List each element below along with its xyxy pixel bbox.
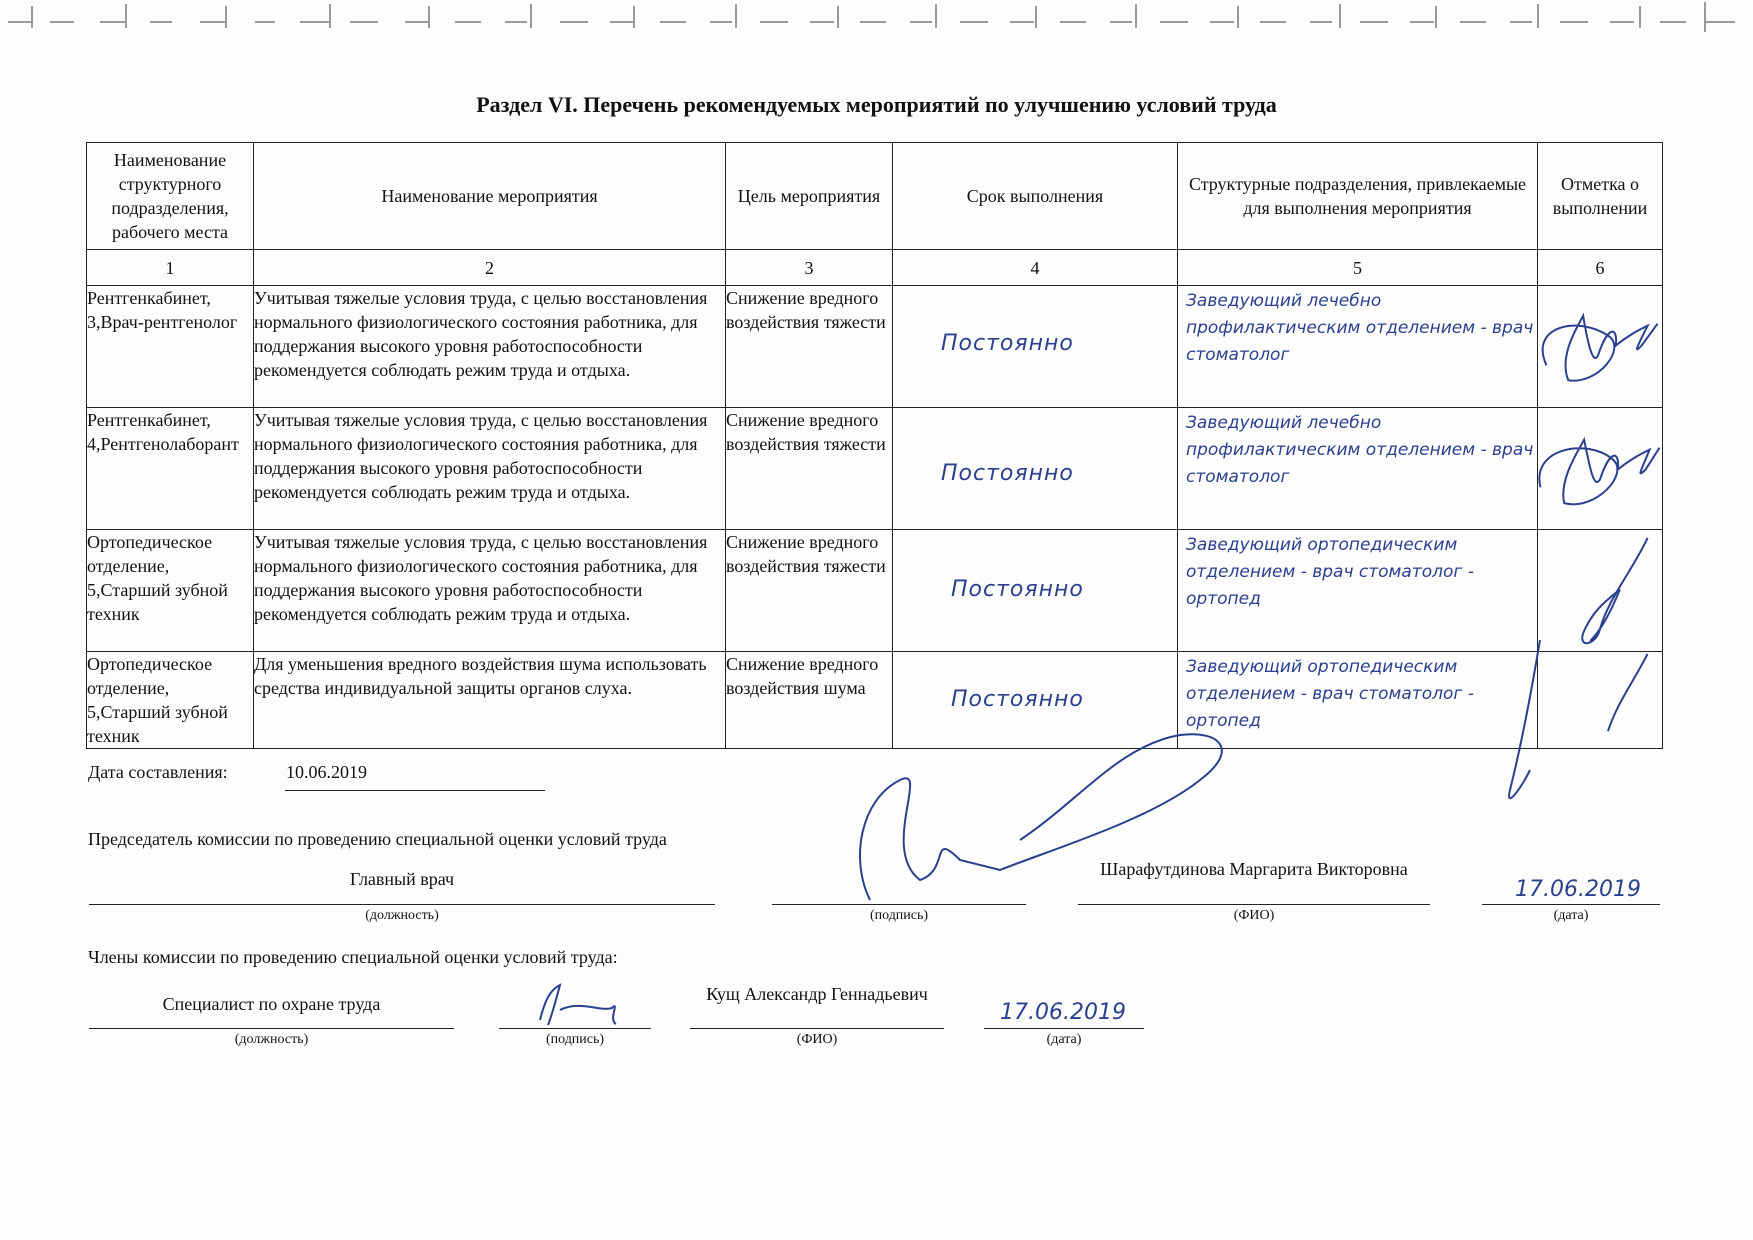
date-compiled-label: Дата составления:: [88, 762, 228, 782]
handwritten-deadline: Постоянно: [941, 461, 1074, 486]
deadline-cell: [893, 408, 1178, 530]
deadline-cell: [893, 530, 1178, 652]
member-signature: [540, 985, 616, 1025]
departments-cell: [1178, 530, 1538, 652]
header-completion-mark: Отметка о выполнении: [1538, 143, 1663, 250]
table-row: [87, 286, 1663, 408]
handwritten-departments: Заведующий ортопедическим отделением - врач стоматолог - ортопед: [1186, 535, 1474, 609]
column-number: 4: [893, 250, 1178, 286]
member-signature-caption: (подпись): [545, 1032, 605, 1047]
chairman-position-caption: (должность): [365, 908, 439, 923]
chairman-position: Главный врач: [349, 869, 455, 889]
chairman-name-line: [1078, 904, 1430, 905]
goal-cell: Снижение вредного воздействия шума: [726, 652, 893, 749]
header-workplace: Наименование структурного подразделения, рабочего места: [87, 143, 254, 250]
workplace-cell: Ортопедическое отделение, 5,Старший зубной техник: [87, 530, 254, 652]
member-position: Специалист по охране труда: [162, 994, 381, 1014]
chairman-signature-line: [772, 904, 1026, 905]
member-handwritten-date: 17.06.2019: [1000, 1000, 1126, 1025]
member-date-caption: (дата): [1046, 1032, 1082, 1047]
handwritten-deadline: Постоянно: [951, 687, 1084, 712]
member-name-line: [690, 1028, 944, 1029]
departments-cell: [1178, 408, 1538, 530]
column-number: 2: [254, 250, 726, 286]
signature-mark: [1538, 286, 1662, 407]
measure-cell: Для уменьшения вредного воздействия шума использовать средства индивидуальной защиты органов слуха.: [254, 652, 726, 749]
date-compiled-underline: [285, 790, 545, 791]
measure-cell: Учитывая тяжелые условия труда, с целью восстановления нормального физиологического состояния работника, для поддержания высокого уровня работоспособности рекомендуется соблюдать режим труда и отдыха.: [254, 286, 726, 408]
member-signature-line: [499, 1028, 651, 1029]
chairman-name-caption: (ФИО): [1233, 908, 1275, 923]
workplace-cell: Ортопедическое отделение, 5,Старший зубной техник: [87, 652, 254, 749]
completion-mark-cell: [1538, 530, 1663, 652]
table-row: [87, 530, 1663, 652]
goal-cell: Снижение вредного воздействия тяжести: [726, 408, 893, 530]
chairman-handwritten-date: 17.06.2019: [1515, 877, 1641, 902]
measures-table: [86, 142, 1663, 749]
chairman-heading: Председатель комиссии по проведению специальной оценки условий труда: [88, 829, 667, 849]
date-compiled-value: 10.06.2019: [286, 762, 367, 782]
member-date-line: [984, 1028, 1144, 1029]
completion-mark-cell: [1538, 408, 1663, 530]
workplace-cell: Рентгенкабинет, 4,Рентгенолаборант: [87, 408, 254, 530]
deadline-cell: [893, 286, 1178, 408]
column-number-row: [87, 250, 1663, 286]
completion-mark-cell: [1538, 286, 1663, 408]
workplace-cell: Рентгенкабинет, 3,Врач-рентгенолог: [87, 286, 254, 408]
table-row: [87, 652, 1663, 749]
table-row: [87, 408, 1663, 530]
members-heading: Члены комиссии по проведению специальной оценки условий труда:: [88, 947, 618, 967]
departments-cell: [1178, 652, 1538, 749]
binder-edge-strip: [0, 0, 1753, 36]
header-departments: Структурные подразделения, привлекаемые для выполнения мероприятия: [1178, 143, 1538, 250]
table-header-row: [87, 143, 1663, 250]
signature-mark: [1538, 652, 1662, 748]
chairman-name: Шарафутдинова Маргарита Викторовна: [1100, 859, 1408, 879]
member-name-caption: (ФИО): [796, 1032, 838, 1047]
handwritten-departments: Заведующий ортопедическим отделением - врач стоматолог - ортопед: [1186, 657, 1474, 731]
signature-mark: [1538, 530, 1662, 651]
member-position-line: [89, 1028, 454, 1029]
member-position-caption: (должность): [234, 1032, 309, 1047]
measure-cell: Учитывая тяжелые условия труда, с целью восстановления нормального физиологического состояния работника, для поддержания высокого уровня работоспособности рекомендуется соблюдать режим труда и отдыха.: [254, 408, 726, 530]
goal-cell: Снижение вредного воздействия тяжести: [726, 286, 893, 408]
measure-cell: Учитывая тяжелые условия труда, с целью восстановления нормального физиологического состояния работника, для поддержания высокого уровня работоспособности рекомендуется соблюдать режим труда и отдыха.: [254, 530, 726, 652]
chairman-date-caption: (дата): [1553, 908, 1589, 923]
column-number: 3: [726, 250, 893, 286]
section-title: Раздел VI. Перечень рекомендуемых мероприятий по улучшению условий труда: [476, 92, 1277, 117]
column-number: 1: [87, 250, 254, 286]
header-goal: Цель мероприятия: [726, 143, 893, 250]
chairman-position-line: [89, 904, 715, 905]
handwritten-deadline: Постоянно: [951, 577, 1084, 602]
completion-mark-cell: [1538, 652, 1663, 749]
header-deadline: Срок выполнения: [893, 143, 1178, 250]
deadline-cell: [893, 652, 1178, 749]
chairman-signature-caption: (подпись): [869, 908, 929, 923]
handwritten-departments: Заведующий лечебно профилактическим отделением - врач стоматолог: [1186, 413, 1534, 487]
handwritten-deadline: Постоянно: [941, 331, 1074, 356]
column-number: 5: [1178, 250, 1538, 286]
header-measure: Наименование мероприятия: [254, 143, 726, 250]
chairman-date-line: [1482, 904, 1660, 905]
departments-cell: [1178, 286, 1538, 408]
handwritten-departments: Заведующий лечебно профилактическим отделением - врач стоматолог: [1186, 291, 1534, 365]
signature-mark: [1538, 408, 1662, 529]
goal-cell: Снижение вредного воздействия тяжести: [726, 530, 893, 652]
member-name: Кущ Александр Геннадьевич: [706, 984, 928, 1004]
column-number: 6: [1538, 250, 1663, 286]
